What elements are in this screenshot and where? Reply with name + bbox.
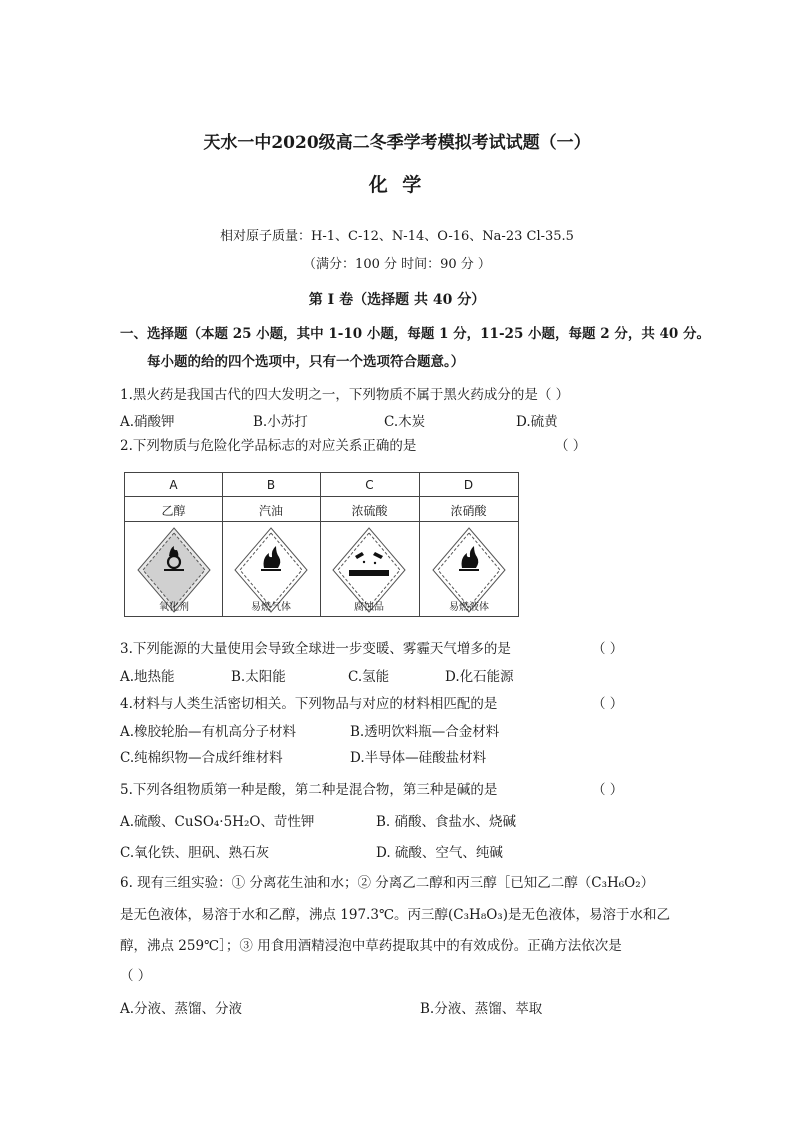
q4-option-b: B.透明饮料瓶—合金材料	[350, 724, 500, 740]
q3-option-c: C.氢能	[348, 669, 390, 685]
q5-option-a: A.硫酸、CuSO₄·5H₂O、苛性钾	[120, 814, 315, 830]
hazard-header-b: B	[266, 478, 276, 492]
q6-stem-line3: 醇，沸点 259℃］；③ 用食用酒精浸泡中草药提取其中的有效成份。正确方法依次是	[120, 938, 622, 954]
exam-title: 天水一中2020级高二冬季学考模拟考试试题（一）	[203, 133, 591, 153]
q6-option-a: A.分液、蒸馏、分液	[120, 1001, 243, 1017]
atomic-masses: 相对原子质量：H-1、C-12、N-14、O-16、Na-23 Cl-35.5	[220, 229, 574, 244]
hazard-substance-d: 浓硝酸	[450, 504, 487, 518]
subject-heading: 化 学	[368, 174, 426, 196]
q6-option-b: B.分液、蒸馏、萃取	[420, 1001, 543, 1017]
q1-stem: 1.黑火药是我国古代的四大发明之一，下列物质不属于黑火药成分的是（ ）	[120, 387, 570, 403]
section-instructions-1: 一、选择题（本题 25 小题，其中 1-10 小题，每题 1 分，11-25 小题，每题 2 分，共 40 分。	[120, 326, 711, 342]
q3-answer-paren: （ ）	[592, 641, 624, 657]
q3-option-b: B.太阳能	[231, 669, 286, 685]
hazard-header-c: C	[365, 478, 374, 492]
q4-option-a: A.橡胶轮胎—有机高分子材料	[120, 724, 297, 740]
hazard-header-d: D	[463, 478, 474, 492]
q6-stem-line1: 6. 现有三组实验：① 分离花生油和水；② 分离乙二醇和丙三醇［已知乙二醇（C₃H₆O₂）	[120, 875, 655, 891]
q5-option-d: D. 硫酸、空气、纯碱	[376, 845, 503, 861]
hazard-substance-c: 浓硫酸	[351, 504, 388, 518]
q5-option-c: C.氧化铁、胆矾、熟石灰	[120, 845, 270, 861]
section-title: 第 I 卷（选择题 共 40 分）	[308, 292, 486, 308]
sign-label-a: 氧化剂	[159, 602, 189, 613]
score-time: （满分：100 分 时间：90 分 ）	[303, 257, 491, 272]
q3-stem: 3.下列能源的大量使用会导致全球进一步变暖、雾霾天气增多的是	[120, 641, 511, 657]
q4-option-c: C.纯棉织物—合成纤维材料	[120, 750, 283, 766]
q3-option-d: D.化石能源	[445, 669, 514, 685]
q5-answer-paren: （ ）	[592, 782, 624, 798]
q4-stem: 4.材料与人类生活密切相关。下列物品与对应的材料相匹配的是	[120, 696, 498, 712]
q2-stem: 2.下列物质与危险化学品标志的对应关系正确的是	[120, 438, 417, 454]
hazard-table	[124, 472, 519, 617]
hazard-substance-b: 汽油	[258, 504, 283, 518]
hazard-header-a: A	[169, 478, 178, 492]
sign-label-d: 易燃液体	[449, 602, 489, 613]
sign-label-c: 腐蚀品	[354, 602, 384, 613]
q1-option-d: D.硫黄	[516, 414, 558, 430]
q3-option-a: A.地热能	[120, 669, 175, 685]
hazard-substance-a: 乙醇	[161, 504, 186, 518]
q1-option-b: B.小苏打	[253, 414, 308, 430]
q6-stem-line2: 是无色液体，易溶于水和乙醇，沸点 197.3℃。丙三醇(C₃H₈O₃)是无色液体，易溶于水和乙	[120, 907, 670, 923]
q6-answer-paren: （ ）	[120, 968, 152, 984]
q4-answer-paren: （ ）	[592, 696, 624, 712]
q5-option-b: B. 硝酸、食盐水、烧碱	[376, 814, 517, 830]
q1-option-a: A.硝酸钾	[120, 414, 175, 430]
q4-option-d: D.半导体—硅酸盐材料	[350, 750, 487, 766]
sign-label-b: 易燃气体	[251, 602, 291, 613]
q2-answer-paren: （ ）	[555, 438, 587, 454]
q1-option-c: C.木炭	[384, 414, 426, 430]
section-instructions-2: 每小题的给的四个选项中，只有一个选项符合题意。）	[147, 354, 465, 370]
q5-stem: 5.下列各组物质第一种是酸，第二种是混合物，第三种是碱的是	[120, 782, 498, 798]
